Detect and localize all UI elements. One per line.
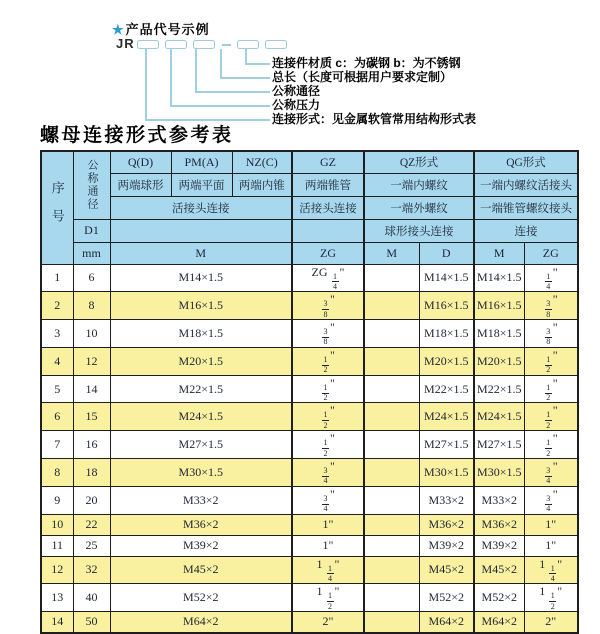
- cell-qz-d: M16×1.5: [419, 292, 474, 320]
- cell-m: M45×2: [110, 556, 292, 584]
- cell-gz-zg: $\frac{1}{2}$ ": [292, 375, 364, 403]
- fraction: $\frac{1}{2}$: [546, 382, 551, 403]
- header-group-gz: GZ: [292, 151, 364, 173]
- cell-qg-m: M33×2: [474, 486, 524, 514]
- code-prefix: JR: [116, 36, 135, 51]
- cell-qz-m: [364, 292, 419, 320]
- header-type-pma: 两端平面: [171, 173, 232, 196]
- cell-qz-d: M52×2: [419, 584, 474, 612]
- table-row: [41, 612, 578, 633]
- header-group-qd: Q(D): [110, 151, 171, 173]
- cell-m: M24×1.5: [110, 403, 292, 431]
- cell-qz-m: [364, 535, 419, 556]
- cell-gz-zg: $\frac{1}{2}$ ": [292, 431, 364, 459]
- header-unit-qg-m: M: [474, 242, 524, 264]
- cell-serial: 5: [41, 375, 73, 403]
- cell-gz-zg: 1": [292, 535, 364, 556]
- cell-qg-m: M27×1.5: [474, 431, 524, 459]
- code-box: [193, 40, 215, 49]
- cell-qg-m: M52×2: [474, 584, 524, 612]
- cell-mm: 25: [73, 535, 110, 556]
- code-box: [265, 40, 287, 49]
- cell-qg-zg: $\frac{1}{2}$ ": [524, 403, 578, 431]
- cell-m: M16×1.5: [110, 292, 292, 320]
- header-group-pma: PM(A): [171, 151, 232, 173]
- table-row: [41, 535, 578, 556]
- nut-connection-table: [40, 150, 579, 634]
- fraction: $\frac{3}{4}$: [323, 493, 328, 514]
- header-conn-qg: 一端锥管螺纹接头: [474, 196, 578, 219]
- cell-mm: 14: [73, 375, 110, 403]
- connector-line: [145, 49, 270, 121]
- cell-mm: 22: [73, 514, 110, 535]
- cell-gz-zg: 1": [292, 514, 364, 535]
- cell-qz-d: M20×1.5: [419, 347, 474, 375]
- cell-gz-zg: $\frac{3}{8}$ ": [292, 320, 364, 348]
- fraction: $\frac{3}{4}$: [323, 465, 328, 486]
- table-body: [41, 264, 578, 633]
- cell-m: M14×1.5: [110, 264, 292, 292]
- table-row: [41, 486, 578, 514]
- table-row: [41, 375, 578, 403]
- cell-qg-zg: 2": [524, 612, 578, 633]
- cell-m: M20×1.5: [110, 347, 292, 375]
- cell-qg-m: M16×1.5: [474, 292, 524, 320]
- header-type-nzc: 两端内锥: [232, 173, 292, 196]
- cell-qg-zg: $\frac{3}{4}$ ": [524, 458, 578, 486]
- cell-qg-zg: $\frac{1}{2}$ ": [524, 375, 578, 403]
- header-unit-qz-m: M: [364, 242, 419, 264]
- fraction: $\frac{3}{4}$: [546, 493, 551, 514]
- table-row: [41, 514, 578, 535]
- cell-serial: 9: [41, 486, 73, 514]
- cell-qg-m: M36×2: [474, 514, 524, 535]
- cell-m: M22×1.5: [110, 375, 292, 403]
- cell-mm: 50: [73, 612, 110, 633]
- code-dash: [222, 44, 231, 46]
- table-row: [41, 292, 578, 320]
- code-label-material: 连接件材质 c：为碳钢 b：为不锈钢: [272, 56, 461, 70]
- cell-gz-zg: 1 $\frac{1}{4}$ ": [292, 556, 364, 584]
- cell-m: M39×2: [110, 535, 292, 556]
- cell-m: M27×1.5: [110, 431, 292, 459]
- header-conn-union: 活接头连接: [110, 196, 292, 219]
- fraction: $\frac{1}{4}$: [333, 271, 338, 291]
- code-label-connection: 连接形式：见金属软管常用结构形式表: [272, 112, 477, 126]
- cell-qg-m: M45×2: [474, 556, 524, 584]
- cell-qg-m: M30×1.5: [474, 458, 524, 486]
- product-code-boxes: [137, 40, 287, 49]
- fraction: $\frac{1}{2}$: [323, 410, 328, 430]
- cell-qz-d: M45×2: [419, 556, 474, 584]
- cell-mm: 16: [73, 431, 110, 459]
- cell-qg-m: M39×2: [474, 535, 524, 556]
- header-connect: 连接: [474, 219, 578, 242]
- fraction: $\frac{1}{2}$: [550, 591, 555, 611]
- cell-gz-zg: $\frac{3}{8}$ ": [292, 292, 364, 320]
- cell-qg-zg: $\frac{3}{8}$ ": [524, 292, 578, 320]
- cell-qz-m: [364, 320, 419, 348]
- table-row: [41, 320, 578, 348]
- cell-serial: 1: [41, 264, 73, 292]
- cell-gz-zg: $\frac{3}{4}$ ": [292, 486, 364, 514]
- cell-m: M36×2: [110, 514, 292, 535]
- cell-qg-m: M24×1.5: [474, 403, 524, 431]
- cell-mm: 32: [73, 556, 110, 584]
- cell-gz-zg: ZG $\frac{1}{4}$ ": [292, 264, 364, 292]
- fraction: $\frac{1}{2}$: [546, 354, 551, 375]
- table-row: [41, 264, 578, 292]
- code-box: [137, 40, 159, 49]
- cell-serial: 4: [41, 347, 73, 375]
- cell-mm: 20: [73, 486, 110, 514]
- fraction: $\frac{1}{4}$: [328, 563, 333, 583]
- cell-qz-d: M39×2: [419, 535, 474, 556]
- product-code-heading-text: 产品代号示例: [125, 22, 210, 37]
- cell-qz-m: [364, 556, 419, 584]
- fraction: $\frac{1}{2}$: [546, 438, 551, 458]
- cell-qz-m: [364, 375, 419, 403]
- cell-m: M64×2: [110, 612, 292, 633]
- cell-qz-m: [364, 403, 419, 431]
- table-row: [41, 556, 578, 584]
- cell-qz-m: [364, 486, 419, 514]
- cell-qg-m: M22×1.5: [474, 375, 524, 403]
- cell-serial: 6: [41, 403, 73, 431]
- cell-mm: 10: [73, 320, 110, 348]
- header-empty-gz: [292, 219, 364, 242]
- cell-serial: 13: [41, 584, 73, 612]
- header-serial: 序号: [41, 151, 73, 264]
- table-row: [41, 347, 578, 375]
- cell-qg-zg: 1 $\frac{1}{4}$ ": [524, 556, 578, 584]
- table-row: [41, 431, 578, 459]
- cell-qz-d: M14×1.5: [419, 264, 474, 292]
- cell-qz-d: M30×1.5: [419, 458, 474, 486]
- table-row: [41, 458, 578, 486]
- cell-qz-d: M27×1.5: [419, 431, 474, 459]
- cell-qg-zg: $\frac{3}{4}$ ": [524, 486, 578, 514]
- cell-serial: 2: [41, 292, 73, 320]
- fraction: $\frac{1}{2}$: [323, 438, 328, 458]
- cell-mm: 15: [73, 403, 110, 431]
- cell-serial: 14: [41, 612, 73, 633]
- cell-mm: 18: [73, 458, 110, 486]
- cell-qg-zg: $\frac{1}{2}$ ": [524, 347, 578, 375]
- header-type-qd: 两端球形: [110, 173, 171, 196]
- cell-qz-d: M22×1.5: [419, 375, 474, 403]
- header-group-qz: QZ形式: [364, 151, 474, 173]
- fraction: $\frac{1}{2}$: [546, 410, 551, 430]
- header-conn-qz: 一端外螺纹: [364, 196, 474, 219]
- header-unit-m: M: [110, 242, 292, 264]
- cell-serial: 8: [41, 458, 73, 486]
- table-row: [41, 403, 578, 431]
- fraction: $\frac{3}{4}$: [546, 465, 551, 486]
- cell-qg-m: M64×2: [474, 612, 524, 633]
- cell-serial: 3: [41, 320, 73, 348]
- cell-m: M30×1.5: [110, 458, 292, 486]
- header-ball-joint: 球形接头连接: [364, 219, 474, 242]
- header-d1: D1: [73, 219, 110, 242]
- cell-gz-zg: $\frac{1}{2}$ ": [292, 347, 364, 375]
- code-label-diameter: 公称通径: [272, 84, 321, 98]
- fraction: $\frac{1}{2}$: [323, 354, 328, 375]
- table-header: [41, 151, 578, 264]
- code-label-length: 总长（长度可根据用户要求定制）: [272, 70, 453, 84]
- cell-serial: 7: [41, 431, 73, 459]
- cell-qz-m: [364, 514, 419, 535]
- cell-gz-zg: $\frac{3}{4}$ ": [292, 458, 364, 486]
- cell-qg-m: M14×1.5: [474, 264, 524, 292]
- cell-qz-d: M18×1.5: [419, 320, 474, 348]
- cell-gz-zg: 2": [292, 612, 364, 633]
- header-diameter: 公称通径: [73, 151, 110, 219]
- cell-m: M52×2: [110, 584, 292, 612]
- table-title: 螺母连接形式参考表: [40, 125, 234, 146]
- cell-m: M18×1.5: [110, 320, 292, 348]
- cell-qz-m: [364, 458, 419, 486]
- cell-qg-zg: $\frac{1}{2}$ ": [524, 431, 578, 459]
- cell-qz-m: [364, 264, 419, 292]
- fraction: $\frac{1}{4}$: [546, 271, 551, 291]
- cell-mm: 6: [73, 264, 110, 292]
- table-row: [41, 584, 578, 612]
- code-label-pressure: 公称压力: [272, 98, 321, 112]
- code-box: [165, 40, 187, 49]
- cell-qz-d: M64×2: [419, 612, 474, 633]
- cell-mm: 12: [73, 347, 110, 375]
- star-icon: ★: [112, 22, 125, 37]
- cell-qz-m: [364, 431, 419, 459]
- cell-gz-zg: $\frac{1}{2}$ ": [292, 403, 364, 431]
- fraction: $\frac{1}{4}$: [550, 563, 555, 583]
- cell-qg-zg: 1 $\frac{1}{2}$ ": [524, 584, 578, 612]
- header-empty-m: [110, 219, 292, 242]
- header-type-qz: 一端内螺纹: [364, 173, 474, 196]
- header-unit-qg-zg: ZG: [524, 242, 578, 264]
- header-conn-gz: 活接头连接: [292, 196, 364, 219]
- code-box: [237, 40, 259, 49]
- header-type-qg: 一端内螺纹活接头: [474, 173, 578, 196]
- header-mm: mm: [73, 242, 110, 264]
- cell-qg-m: M18×1.5: [474, 320, 524, 348]
- cell-qz-d: M36×2: [419, 514, 474, 535]
- cell-serial: 10: [41, 514, 73, 535]
- header-group-nzc: NZ(C): [232, 151, 292, 173]
- cell-m: M33×2: [110, 486, 292, 514]
- cell-gz-zg: 1 $\frac{1}{2}$ ": [292, 584, 364, 612]
- header-unit-zg: ZG: [292, 242, 364, 264]
- cell-mm: 40: [73, 584, 110, 612]
- cell-qg-zg: 1": [524, 514, 578, 535]
- cell-qz-m: [364, 347, 419, 375]
- cell-qz-m: [364, 584, 419, 612]
- cell-serial: 12: [41, 556, 73, 584]
- cell-qg-zg: $\frac{1}{4}$ ": [524, 264, 578, 292]
- fraction: $\frac{1}{2}$: [323, 382, 328, 403]
- fraction: $\frac{3}{8}$: [323, 327, 328, 347]
- header-group-qg: QG形式: [474, 151, 578, 173]
- cell-mm: 8: [73, 292, 110, 320]
- header-unit-qz-d: D: [419, 242, 474, 264]
- fraction: $\frac{3}{8}$: [323, 299, 328, 319]
- cell-qz-m: [364, 612, 419, 633]
- cell-serial: 11: [41, 535, 73, 556]
- fraction: $\frac{1}{2}$: [328, 591, 333, 611]
- cell-qz-d: M33×2: [419, 486, 474, 514]
- fraction: $\frac{3}{8}$: [546, 299, 551, 319]
- cell-qz-d: M24×1.5: [419, 403, 474, 431]
- cell-qg-zg: $\frac{3}{8}$ ": [524, 320, 578, 348]
- cell-qg-m: M20×1.5: [474, 347, 524, 375]
- cell-qg-zg: 1": [524, 535, 578, 556]
- header-type-gz: 两端锥管: [292, 173, 364, 196]
- fraction: $\frac{3}{8}$: [546, 327, 551, 347]
